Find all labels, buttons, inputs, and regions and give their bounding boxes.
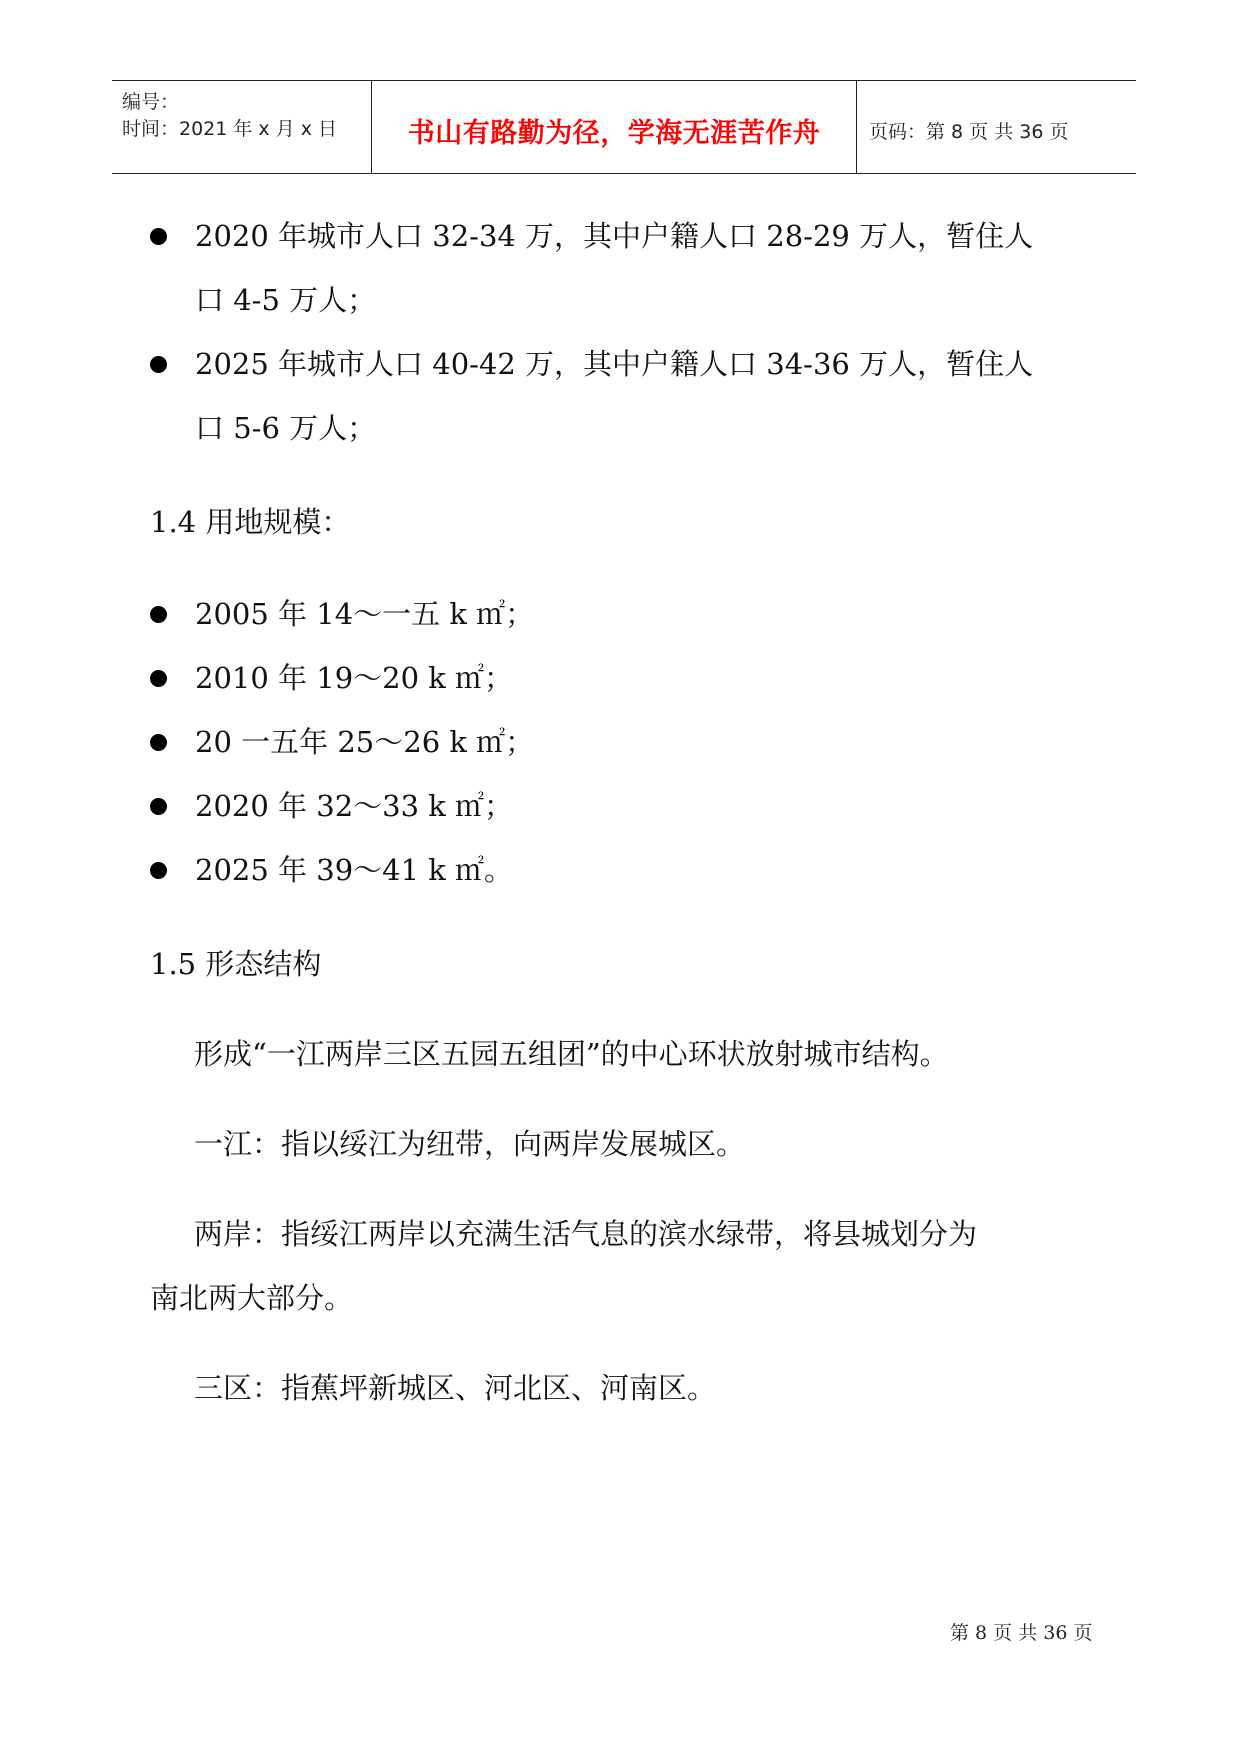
section-heading-form-structure: 1.5 形态结构: [150, 947, 322, 981]
bullet-text-line: 口 4-5 万人；: [195, 283, 377, 317]
bullet-text-line: 2010 年 19～20 k ㎡；: [195, 661, 514, 695]
bullet-text-line: 口 5-6 万人；: [195, 411, 377, 445]
bullet-text-line: 2025 年 39～41 k ㎡。: [195, 853, 514, 887]
paragraph-two-banks-line2: 南北两大部分。: [150, 1281, 354, 1315]
bullet-dot-icon: [150, 606, 167, 623]
bullet-text-line: 2020 年 32～33 k ㎡；: [195, 789, 514, 823]
paragraph-three-districts: 三区：指蕉坪新城区、河北区、河南区。: [194, 1371, 717, 1405]
header-motto-cell: [372, 81, 857, 173]
header-number-label: 编号：: [122, 91, 180, 113]
bullet-dot-icon: [150, 670, 167, 687]
header-page-code: 页码：第 8 页 共 36 页: [869, 120, 1069, 143]
bullet-text-line: 2005 年 14～一五 k ㎡；: [195, 597, 535, 631]
paragraph-form-intro: 形成“一江两岸三区五园五组团”的中心环状放射城市结构。: [194, 1037, 949, 1071]
page-footer: 第 8 页 共 36 页: [950, 1622, 1093, 1644]
bullet-dot-icon: [150, 228, 167, 245]
section-heading-land-scale: 1.4 用地规模：: [150, 505, 351, 539]
bullet-dot-icon: [150, 734, 167, 751]
bullet-text-line: 2020 年城市人口 32-34 万，其中户籍人口 28-29 万人，暂住人: [195, 219, 1034, 253]
page-header: [112, 80, 1136, 174]
paragraph-one-river: 一江：指以绥江为纽带，向两岸发展城区。: [194, 1127, 746, 1161]
header-info-cell: [112, 81, 372, 173]
bullet-dot-icon: [150, 862, 167, 879]
header-page-code-cell: [857, 81, 1136, 173]
header-motto: 书山有路勤为径，学海无涯苦作舟: [407, 117, 821, 149]
bullet-dot-icon: [150, 356, 167, 373]
header-time-label: 时间：2021 年 x 月 x 日: [122, 118, 338, 140]
bullet-dot-icon: [150, 798, 167, 815]
bullet-text-line: 2025 年城市人口 40-42 万，其中户籍人口 34-36 万人，暂住人: [195, 347, 1034, 381]
bullet-text-line: 20 一五年 25～26 k ㎡；: [195, 725, 535, 759]
paragraph-two-banks-line1: 两岸：指绥江两岸以充满生活气息的滨水绿带，将县城划分为: [194, 1217, 978, 1251]
